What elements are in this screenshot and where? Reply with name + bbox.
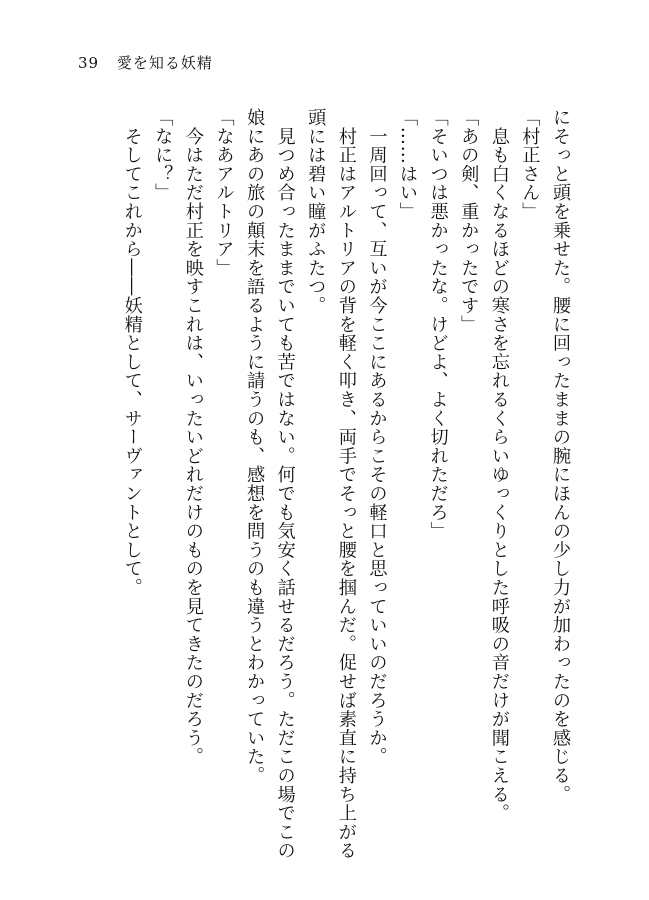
text-line: 「村正さん」: [519, 108, 541, 221]
text-line: 村正はアルトリアの背を軽く叩き、両手でそっと腰を掴んだ。促せば素直に持ち上がる: [335, 108, 357, 860]
vertical-body-text: [116, 108, 575, 860]
text-line: 「……はい」: [397, 108, 419, 221]
text-line: 一周回って、互いが今ここにあるからこその軽口と思っていいのだろうか。: [366, 108, 388, 766]
text-line: 「なに？」: [152, 108, 174, 202]
text-line: 「そいつは悪かったな。けどよ、よく切れただろ」: [427, 108, 449, 541]
text-line: にそっと頭を乗せた。腰に回ったままの腕にほんの少し力が加わったのを感じる。: [550, 108, 571, 804]
text-line: 「なあアルトリア」: [213, 108, 235, 278]
text-line: 見つめ合ったままでいても苦ではない。何でも気安く話せるだろう。ただこの場でこの: [274, 108, 296, 860]
chapter-title: 愛を知る妖精: [116, 54, 213, 72]
text-line: 今はただ村正を映すこれは、いったいどれだけのものを見てきたのだろう。: [182, 108, 204, 766]
page-header: [78, 52, 213, 73]
text-line: そしてこれから――妖精として、サーヴァントとして。: [121, 108, 143, 597]
text-line: 娘にあの旅の顛末を語るように請うのも、感想を問うのも違うとわかっていた。: [244, 108, 266, 785]
text-line: 頭には碧い瞳がふたつ。: [305, 108, 327, 315]
text-line: 息も白くなるほどの寒さを忘れるくらいゆっくりとした呼吸の音だけが聞こえる。: [488, 108, 510, 823]
text-line: 「あの剣、重かったです」: [458, 108, 480, 334]
page-number: 39: [78, 54, 100, 72]
